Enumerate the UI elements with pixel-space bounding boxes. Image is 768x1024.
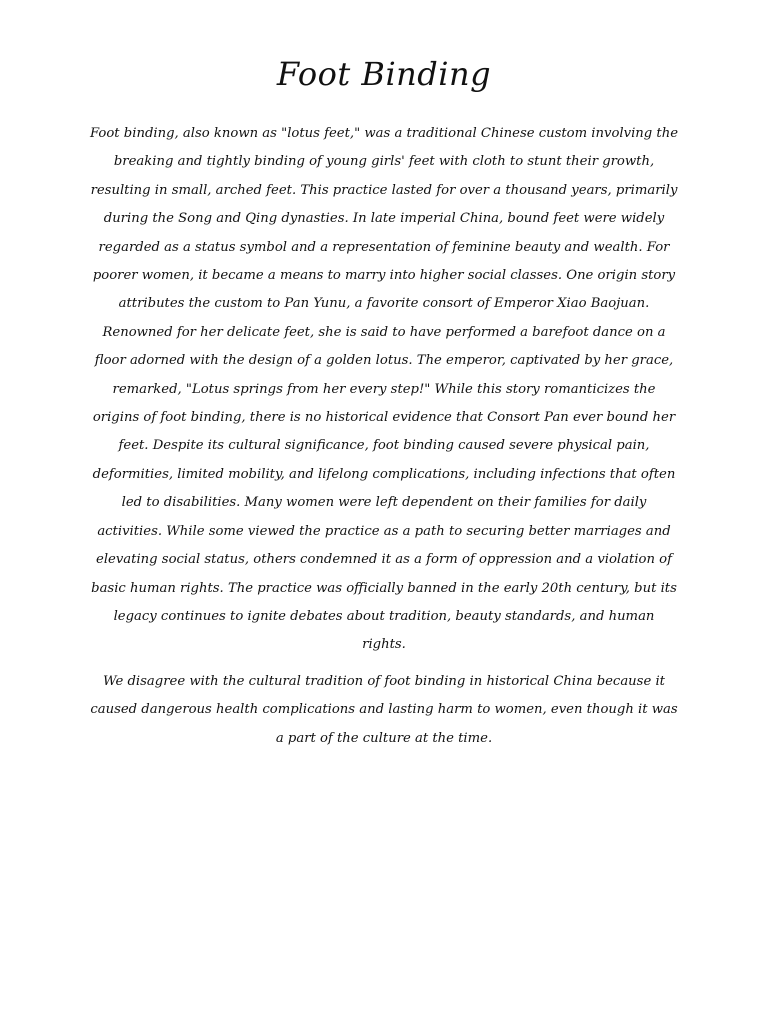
- body-paragraph-opinion: We disagree with the cultural tradition of foot binding in historical China because it caused dangerous health complications and lasting harm to women, even though it was a part of the culture at the time.: [90, 673, 678, 746]
- page-title: Foot Binding: [276, 55, 492, 93]
- body-paragraph-history: Foot binding, also known as "lotus feet," was a traditional Chinese custom involving the breaking and tightly binding of young girls' feet with cloth to stunt their growth, resulting in small, arched feet. This practice lasted for over a thousand years, primarily during the Song and Qing dynasties. In late imperial China, bound feet were widely regarded as a status symbol and a representation of feminine beauty and wealth. For poorer women, it became a means to marry into higher social classes. One origin story attributes the custom to Pan Yunu, a favorite consort of Emperor Xiao Baojuan. Renowned for her delicate feet, she is said to have performed a barefoot dance on a floor adorned with the design of a golden lotus. The emperor, captivated by her grace, remarked, "Lotus springs from her every step!" While this story romanticizes the origins of foot binding, there is no historical evidence that Consort Pan ever bound her feet. Despite its cultural significance, foot binding caused severe physical pain, deformities, limited mobility, and lifelong complications, including infections that often led to disabilities. Many women were left dependent on their families for daily activities. While some viewed the practice as a path to securing better marriages and elevating social status, others condemned it as a form of oppression and a violation of basic human rights. The practice was officially banned in the early 20th century, but its legacy continues to ignite debates about tradition, beauty standards, and human rights.: [90, 126, 679, 653]
